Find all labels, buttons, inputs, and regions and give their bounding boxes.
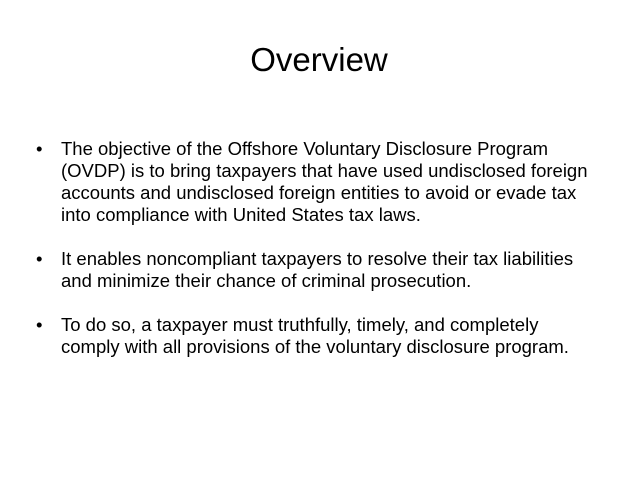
bullet-text: To do so, a taxpayer must truthfully, timely, and completely comply with all provisions of the voluntary disclosure program.	[61, 314, 569, 357]
bullet-text: The objective of the Offshore Voluntary Disclosure Program (OVDP) is to bring taxpayers that have used undisclosed foreign accounts and undisclosed foreign entities to avoid or evade tax into compliance with United States tax laws.	[61, 138, 588, 225]
bullet-item	[0, 248, 638, 292]
bullet-marker: •	[36, 314, 43, 335]
bullet-text: It enables noncompliant taxpayers to resolve their tax liabilities and minimize their chance of criminal prosecution.	[61, 248, 574, 291]
bullet-marker: •	[36, 248, 43, 269]
bullet-marker: •	[36, 138, 43, 159]
slide-title: Overview	[250, 41, 388, 78]
bullet-item	[0, 314, 638, 358]
bullet-list	[0, 138, 638, 380]
bullet-item	[0, 138, 638, 226]
